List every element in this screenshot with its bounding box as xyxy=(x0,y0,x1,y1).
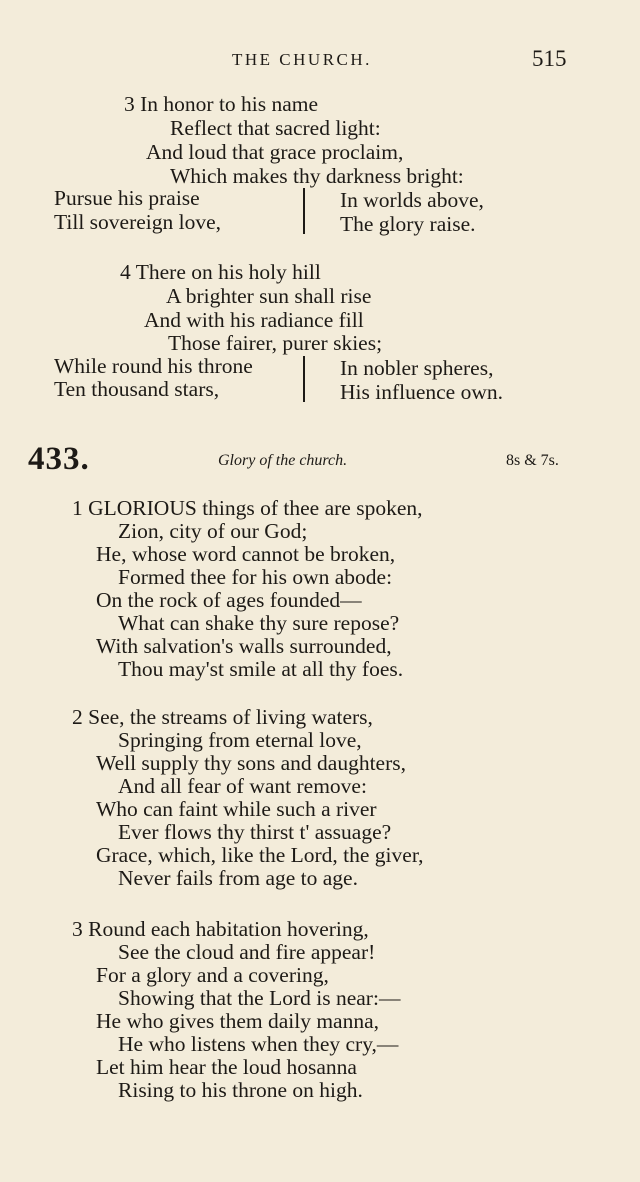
stanza-line: With salvation's walls surrounded, xyxy=(96,634,392,658)
stanza-line: Pursue his praise xyxy=(54,186,200,210)
stanza-line: Ever flows thy thirst t' assuage? xyxy=(118,820,392,844)
stanza-line: And loud that grace proclaim, xyxy=(146,140,404,164)
stanza-line: And with his radiance fill xyxy=(144,308,364,332)
stanza-line: Well supply thy sons and daughters, xyxy=(96,751,406,775)
page-number: 515 xyxy=(532,46,567,71)
stanza-line: And all fear of want remove: xyxy=(118,774,367,798)
stanza-line: Which makes thy darkness bright: xyxy=(170,164,464,188)
stanza-line: Thou may'st smile at all thy foes. xyxy=(118,657,404,681)
stanza-line: 4 There on his holy hill xyxy=(120,260,321,284)
stanza-line: The glory raise. xyxy=(340,212,476,236)
stanza-line: What can shake thy sure repose? xyxy=(118,611,400,635)
stanza-line: Let him hear the loud hosanna xyxy=(96,1055,357,1079)
stanza-line: Springing from eternal love, xyxy=(118,728,362,752)
stanza-line: 2 See, the streams of living waters, xyxy=(72,705,373,729)
stanza-line: Never fails from age to age. xyxy=(118,866,358,890)
column-divider xyxy=(303,188,305,234)
stanza-line: He who gives them daily manna, xyxy=(96,1009,380,1033)
stanza-line: Grace, which, like the Lord, the giver, xyxy=(96,843,424,867)
stanza-line: 3 Round each habitation hovering, xyxy=(72,917,369,941)
stanza-line: Zion, city of our God; xyxy=(118,519,308,543)
stanza-line: See the cloud and fire appear! xyxy=(118,940,376,964)
stanza-line: A brighter sun shall rise xyxy=(166,284,372,308)
stanza-line: 3 In honor to his name xyxy=(124,92,319,116)
stanza-line: Rising to his throne on high. xyxy=(118,1078,363,1102)
stanza-line: 1 GLORIOUS things of thee are spoken, xyxy=(72,496,423,520)
stanza-line: Ten thousand stars, xyxy=(54,377,220,401)
stanza-line: Till sovereign love, xyxy=(54,210,222,234)
stanza-line: On the rock of ages founded— xyxy=(96,588,362,612)
stanza-line: While round his throne xyxy=(54,354,253,378)
stanza-line: His influence own. xyxy=(340,380,504,404)
stanza-line: Showing that the Lord is near:— xyxy=(118,986,401,1010)
stanza-line: Reflect that sacred light: xyxy=(170,116,381,140)
stanza-line: He who listens when they cry,— xyxy=(118,1032,399,1056)
hymn-subtitle: Glory of the church. xyxy=(218,452,348,469)
stanza-line: In nobler spheres, xyxy=(340,356,494,380)
stanza-line: In worlds above, xyxy=(340,188,484,212)
stanza-line: He, whose word cannot be broken, xyxy=(96,542,396,566)
running-header: THE CHURCH. xyxy=(232,50,372,69)
column-divider xyxy=(303,356,305,402)
stanza-line: For a glory and a covering, xyxy=(96,963,329,987)
stanza-line: Who can faint while such a river xyxy=(96,797,377,821)
stanza-line: Those fairer, purer skies; xyxy=(168,331,383,355)
hymn-meter: 8s & 7s. xyxy=(506,452,559,469)
stanza-line: Formed thee for his own abode: xyxy=(118,565,393,589)
hymn-number: 433. xyxy=(28,441,90,477)
